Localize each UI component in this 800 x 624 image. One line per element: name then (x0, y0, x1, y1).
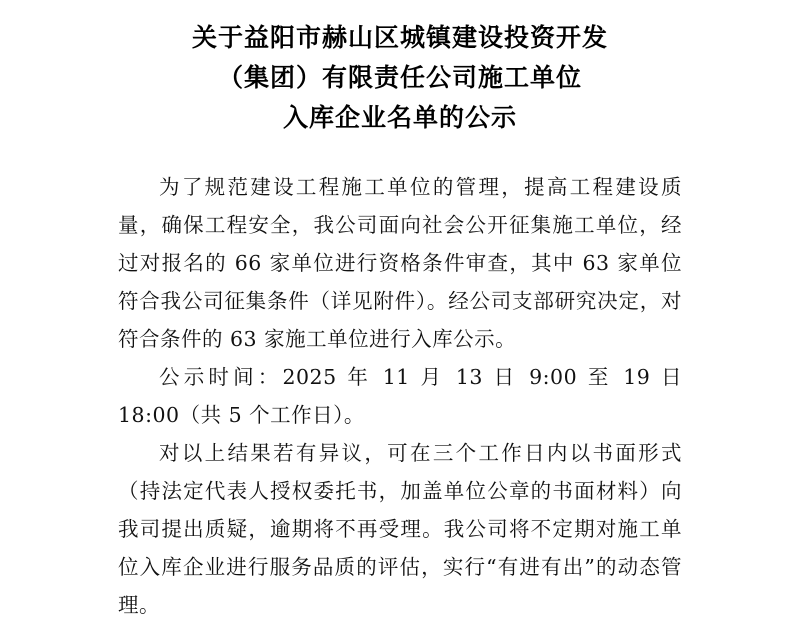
document-body (0, 168, 800, 624)
title-body-spacer (0, 138, 800, 168)
paragraph-objection: 对以上结果若有异议，可在三个工作日内以书面形式（持法定代表人授权委托书，加盖单位公章的书面材料）向我司提出质疑，逾期将不再受理。我公司将不定期对施工单位入库企业进行服务品质的评估，实行“有进有出”的动态管理。 (118, 441, 682, 617)
paragraph-notice-period: 公示时间：2025 年 11 月 13 日 9:00 至 19 日 18:00（共 5 个工作日）。 (118, 365, 682, 427)
page-title-line-3: 入库企业名单的公示 (282, 103, 517, 132)
page-title (0, 0, 800, 138)
paragraph-intro: 为了规范建设工程施工单位的管理，提高工程建设质量，确保工程安全，我公司面向社会公开征集施工单位，经过对报名的 66 家单位进行资格条件审查，其中 63 家单位符合我公司征集条件（详见附件）。经公司支部研究决定，对符合条件的 63 家施工单位进行入库公示。 (118, 175, 682, 351)
page-title-line-2: （集团）有限责任公司施工单位 (217, 63, 582, 92)
page-title-line-1: 关于益阳市赫山区城镇建设投资开发 (191, 23, 608, 52)
